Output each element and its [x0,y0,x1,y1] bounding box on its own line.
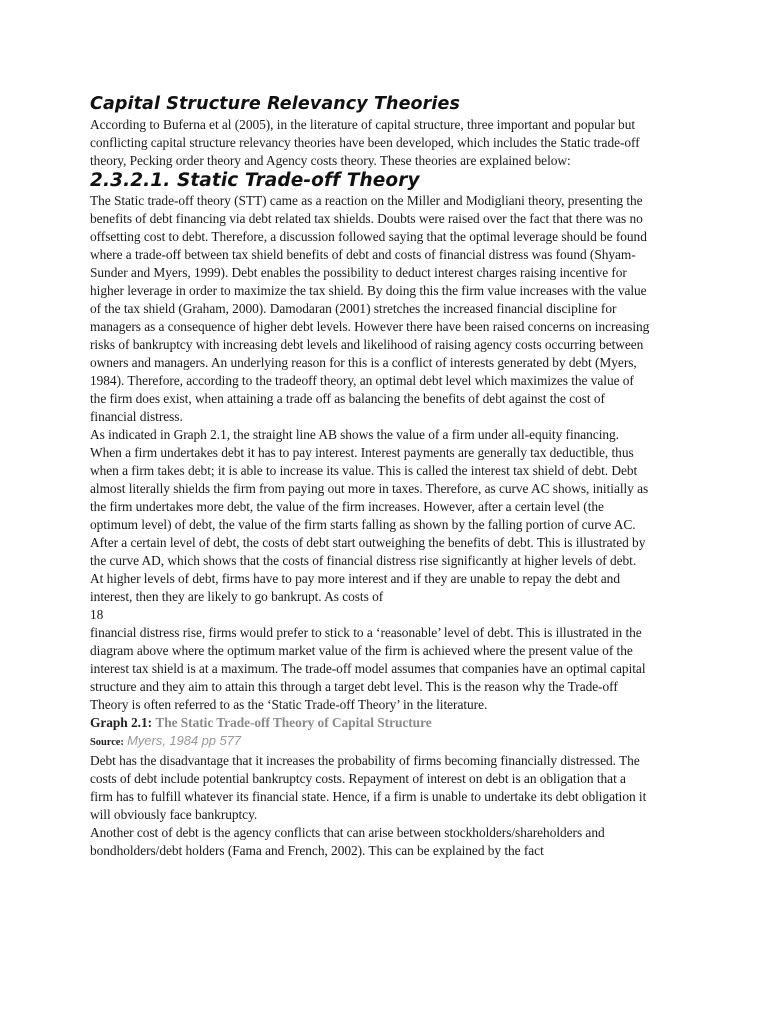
graph-title: The Static Trade-off Theory of Capital Structure [155,715,432,730]
paragraph-graph-explanation: As indicated in Graph 2.1, the straight line AB shows the value of a firm under all-equity financing. When a firm undertakes debt it has to pay interest. Interest payments are generally tax deductible, thus when a firm takes debt; it is able to increase its value. This is called the interest tax shield of debt. Debt almost literally shields the firm from paying out more in taxes. Therefore, as curve AC shows, initially as the firm undertakes more debt, the value of the firm increases. However, after a certain level (the optimum level) of debt, the value of the firm starts falling as shown by the falling portion of curve AC. After a certain level of debt, the costs of debt start outweighing the benefits of debt. This is illustrated by the curve AD, which shows that the costs of financial distress rise significantly at higher levels of debt. At higher levels of debt, firms have to pay more interest and if they are unable to repay the debt and interest, then they are likely to go bankrupt. As costs of [90,427,649,604]
page-number: 18 [90,607,104,622]
source-value: Myers, 1984 pp 577 [127,733,242,748]
paragraph-financial-distress: financial distress rise, firms would prefer to stick to a ‘reasonable’ level of debt. This is illustrated in the diagram above where the optimum market value of the firm is achieved where the present value of the interest tax shield is at a maximum. The trade-off model assumes that companies have an optimal capital structure and they aim to attain this through a target debt level. This is the reason why the Trade-off Theory is often referred to as the ‘Static Trade-off Theory’ in the literature. [90,625,646,712]
paragraph-stt: The Static trade-off theory (STT) came as a reaction on the Miller and Modigliani theory, presenting the benefits of debt financing via debt related tax shields. Doubts were raised over the fact that there was no offsetting cost to debt. Therefore, a discussion followed saying that the optimal leverage should be found where a trade-off between tax shield benefits of debt and costs of financial distress was found (Shyam-Sunder and Myers, 1999). Debt enables the possibility to deduct interest charges raising incentive for higher leverage in order to maximize the tax shield. By doing this the firm value increases with the value of the tax shield (Graham, 2000). Damodaran (2001) stretches the increased financial discipline for managers as a consequence of higher debt levels. However there have been raised concerns on increasing risks of bankruptcy with increasing debt levels and likelihood of raising agency costs occurring between owners and managers. An underlying reason for this is a conflict of interests generated by debt (Myers, 1984). Therefore, according to the tradeoff theory, an optimal debt level which maximizes the value of the firm does exist, when attaining a trade off as balancing the benefits of debt against the cost of financial distress. [90,193,650,424]
section-heading: Capital Structure Relevancy Theories [90,94,460,114]
graph-label: Graph 2.1: [90,715,152,730]
graph-source [90,732,650,752]
graph-caption [90,714,650,732]
paragraph-agency-conflicts: Another cost of debt is the agency conflicts that can arise between stockholders/shareholders and bondholders/debt holders (Fama and French, 2002). This can be explained by the fact [90,825,605,858]
document-page [90,92,650,860]
subsection-heading: 2.3.2.1. Static Trade-off Theory [90,170,420,191]
paragraph-debt-disadvantage: Debt has the disadvantage that it increases the probability of firms becoming financially distressed. The costs of debt include potential bankruptcy costs. Repayment of interest on debt is an obligation that a firm has to fulfill whatever its financial state. Hence, if a firm is unable to undertake its debt obligation it will obviously face bankruptcy. [90,753,647,822]
intro-paragraph: According to Buferna et al (2005), in the literature of capital structure, three important and popular but conflicting capital structure relevancy theories have been developed, which includes the Static trade-off theory, Pecking order theory and Agency costs theory. These theories are explained below: [90,117,640,168]
source-label: Source: [90,737,124,748]
